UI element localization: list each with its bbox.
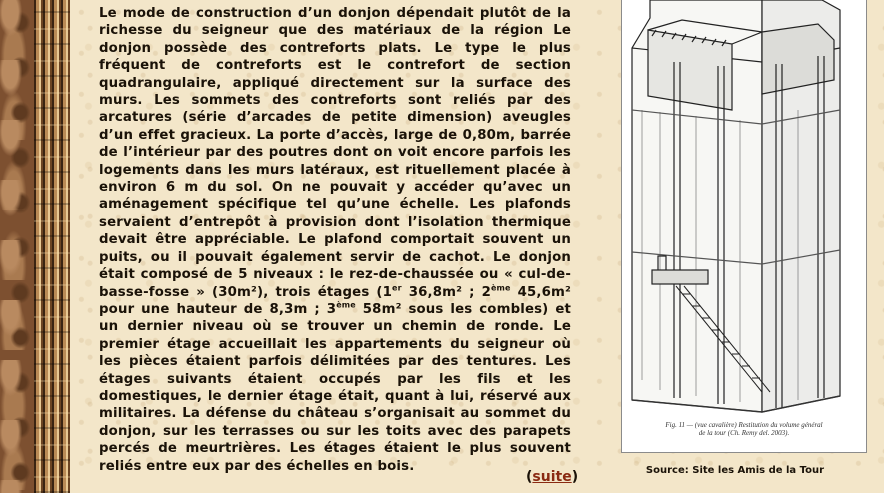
superscript-er: er xyxy=(392,283,402,293)
tower-illustration xyxy=(621,0,867,453)
caption-line-1: Fig. 11 — (vue cavalière) Restitution du volume général xyxy=(665,421,823,429)
open-paren: ( xyxy=(526,469,533,485)
suite-link[interactable]: suite xyxy=(532,469,572,485)
article-text-1: Le mode de construction d’un donjon dépendait plutôt de la richesse du seigneur que des matériaux de la région Le donjon possède des contreforts plats. Le type le plus fréquent de contreforts est le contrefort de section quadrangulaire, appliqué directement sur la surface des murs. Les sommets des contreforts sont reliés par des arcatures (série d’arcades de petite dimension) aveugles d’un effet gracieux. La porte d’accès, large de 0,80m, barrée de l’intérieur par des poutres dont on voit encore parfois les logements dans les murs latéraux, est rituellement placée à environ 6 m du sol. On ne pouvait y accéder qu’avec un aménagement spécifique tel qu’une échelle. Les plafonds servaient d’entrepôt à provision dont l’isolation thermique devait être appréciable. Le plafond comportait souvent un puits, ou il pouvait également servir de cachot. Le donjon était composé de 5 niveaux : le rez-de-chaussée ou « cul-de-basse-fosse » (30m²), trois étages (1 xyxy=(99,6,571,300)
close-paren: ) xyxy=(571,469,579,485)
stone-texture-strip xyxy=(0,0,34,493)
article-text-4: 58m² sous les combles) et un dernier niveau où se trouver un chemin de ronde. Le premier étage accueillait les appartements du seigneur où les pièces étaient parfois délimitées par des tentures. Les étages suivants étaient occupés par les fils et les domestiques, le dernier étage était, quant à lui, réservé aux militaires. La défense du château s’organisait au sommet du donjon, sur les terrasses ou sur les toits avec des parapets percés de meurtrières. Les étages étaient le plus souvent reliés entre eux par des échelles en bois. xyxy=(99,301,571,474)
decorative-border xyxy=(0,0,70,493)
next-page-nav xyxy=(526,469,578,485)
figure-caption xyxy=(622,421,866,437)
caption-line-2: de la tour (Ch. Remy del. 2003). xyxy=(698,429,790,437)
article-body xyxy=(99,5,571,475)
donjon-drawing xyxy=(622,0,866,420)
article-text-3: 45,6m² pour une hauteur de 8,3m ; 3 xyxy=(99,284,571,317)
image-source-credit: Source: Site les Amis de la Tour xyxy=(645,465,825,476)
article-text-2: 36,8m² ; 2 xyxy=(401,284,491,300)
wood-stripe-border xyxy=(34,0,70,493)
superscript-eme-2: ème xyxy=(336,300,356,310)
superscript-eme-1: ème xyxy=(490,283,511,293)
